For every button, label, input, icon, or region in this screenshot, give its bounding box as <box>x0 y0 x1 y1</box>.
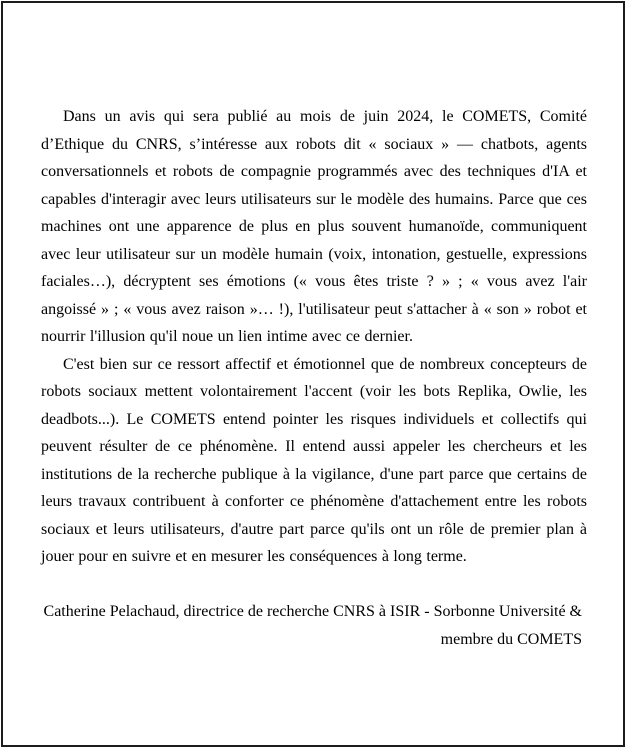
paragraph-intro-comets: Dans un avis qui sera publié au mois de juin 2024, le COMETS, Comité d’Ethique du CNRS, s’intéresse aux robots dit « sociaux » — chatbots, agents conversationnels et robots de compagnie programmés avec des techniques d'IA et capables d'interagir avec leurs utilisateurs sur le modèle des humains. Parce que ces machines ont une apparence de plus en plus souvent humanoïde, communiquent avec leur utilisateur sur un modèle humain (voix, intonation, gestuelle, expressions faciales…), décryptent ses émotions (« vous êtes triste ? » ; « vous avez l'air angoissé » ; « vous avez raison »… !), l'utilisateur peut s'attacher à « son » robot et nourrir l'illusion qu'il noue un lien intime avec ce dernier. <box>41 108 587 345</box>
document-content <box>3 3 623 653</box>
document-page <box>1 1 625 747</box>
attribution-author-line: Catherine Pelachaud, directrice de recherche CNRS à ISIR - Sorbonne Université & <box>43 603 582 620</box>
paragraph-risks-vigilance: C'est bien sur ce ressort affectif et émotionnel que de nombreux concepteurs de robots sociaux mettent volontairement l'accent (voir les bots Replika, Owlie, les deadbots...). Le COMETS entend pointer les risques individuels et collectifs qui peuvent résulter de ce phénomène. Il entend aussi appeler les chercheurs et les institutions de la recherche publique à la vigilance, d'une part parce que certains de leurs travaux contribuent à conforter ce phénomène d'attachement entre les robots sociaux et leurs utilisateurs, d'autre part parce qu'ils ont un rôle de premier plan à jouer pour en suivre et en mesurer les conséquences à long terme. <box>41 355 587 565</box>
attribution <box>41 598 587 653</box>
attribution-membership-line: membre du COMETS <box>440 630 582 648</box>
